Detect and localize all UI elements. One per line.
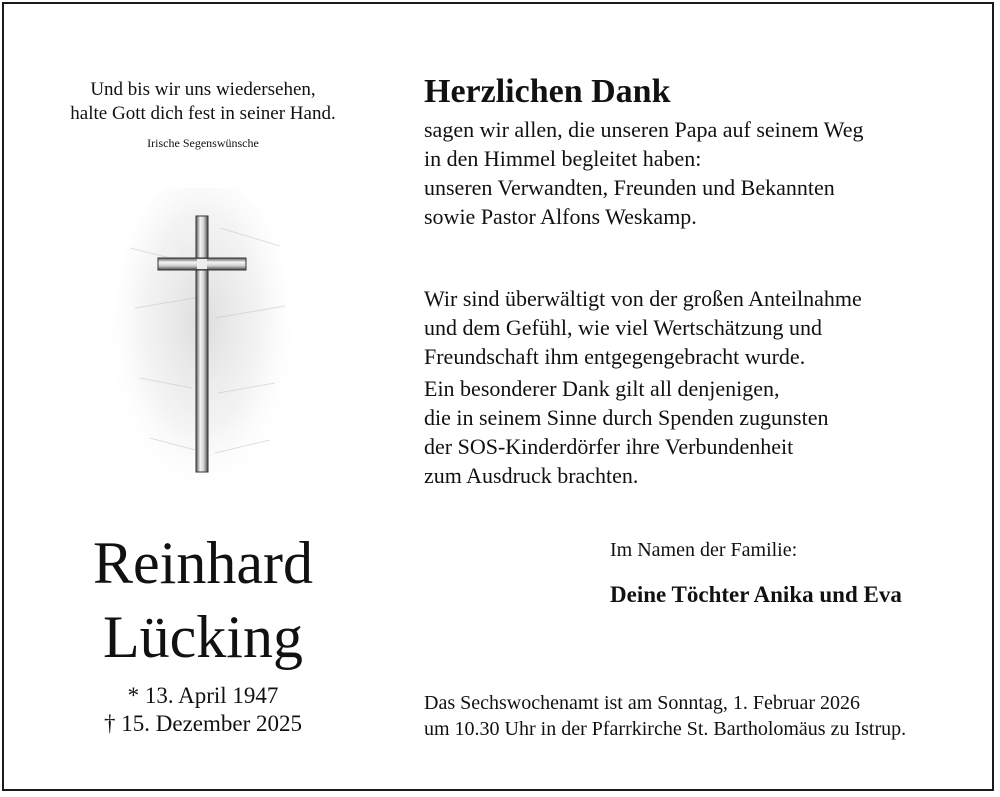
service-line-2: um 10.30 Uhr in der Pfarrkirche St. Bartholomäus zu Istrup.	[424, 718, 907, 740]
thanks-para2-line: Freundschaft ihm entgegengebracht wurde.	[424, 344, 806, 369]
thanks-para1-line: sowie Pastor Alfons Weskamp.	[424, 204, 697, 229]
birth-date: * 13. April 1947	[127, 683, 279, 708]
cross-icon	[110, 188, 300, 510]
thanks-para3-line: zum Ausdruck brachten.	[424, 463, 639, 488]
quote-source: Irische Segenswünsche	[147, 136, 259, 150]
thanks-para3-line: der SOS-Kinderdörfer ihre Verbundenheit	[424, 434, 794, 459]
thanks-para2-line: Wir sind überwältigt von der großen Anteilnahme	[424, 286, 862, 311]
death-date: † 15. Dezember 2025	[104, 711, 302, 736]
thanks-para1-line: unseren Verwandten, Freunden und Bekannten	[424, 175, 835, 200]
thanks-para3-line: die in seinem Sinne durch Spenden zugunsten	[424, 405, 829, 430]
family-intro: Im Namen der Familie:	[610, 539, 798, 561]
family-names: Deine Töchter Anika und Eva	[610, 582, 902, 607]
thanks-heading: Herzlichen Dank	[424, 73, 671, 110]
quote-line-2: halte Gott dich fest in seiner Hand.	[70, 103, 336, 124]
thanks-para1-line: sagen wir allen, die unseren Papa auf seinem Weg	[424, 117, 864, 142]
deceased-first-name: Reinhard	[93, 530, 313, 596]
thanks-para3-line: Ein besonderer Dank gilt all denjenigen,	[424, 376, 780, 401]
quote-line-1: Und bis wir uns wiedersehen,	[90, 79, 316, 100]
service-line-1: Das Sechswochenamt ist am Sonntag, 1. Februar 2026	[424, 692, 861, 714]
thanks-para1-line: in den Himmel begleitet haben:	[424, 146, 702, 171]
deceased-last-name: Lücking	[103, 604, 303, 670]
thanks-para2-line: und dem Gefühl, wie viel Wertschätzung und	[424, 315, 822, 340]
